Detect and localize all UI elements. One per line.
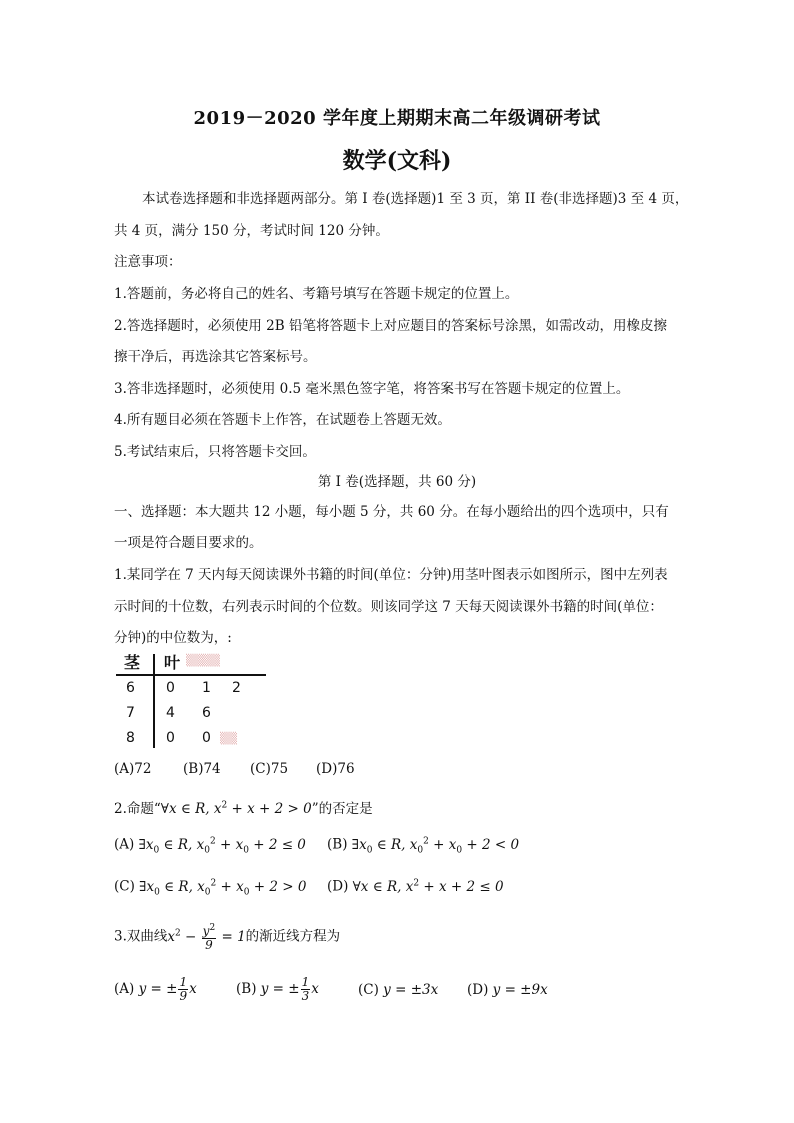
- note-item: 3.答非选择题时，必须使用 0.5 毫米黑色签字笔，将答案书写在答题卡规定的位置上。: [114, 381, 630, 397]
- q2-option-a: (A) $\exists x_0$ ∈ R, $x_0^2 + x_0 + 2 \le 0$: [114, 836, 306, 856]
- q1-option-a: (A)72: [114, 761, 152, 777]
- q3-stem-suffix: 的渐近线方程为: [245, 928, 341, 945]
- q3-option-a: (A) y = ± $\frac{1}{9}$ x: [114, 975, 197, 1003]
- q2-proposition: ∀x ∈ R, $x^2 + x + 2 > 0$: [160, 800, 312, 817]
- q2-stem-suffix: ”的否定是: [311, 801, 373, 817]
- q3-stem: [114, 922, 340, 952]
- leaf-value: 0: [202, 730, 211, 746]
- header-rule: [116, 674, 266, 676]
- note-item: 5.考试结束后，只将答题卡交回。: [114, 444, 316, 460]
- intro-line-2: 共 4 页，满分 150 分，考试时间 120 分钟。: [114, 223, 389, 239]
- stem-header: 茎: [124, 653, 141, 672]
- note-item: 1.答题前，务必将自己的姓名、考籍号填写在答题卡规定的位置上。: [114, 286, 519, 302]
- q3-option-b: (B) y = ± $\frac{1}{3}$ x: [236, 975, 319, 1003]
- note-item: 4.所有题目必须在答题卡上作答，在试题卷上答题无效。: [114, 412, 451, 428]
- q2-option-d: (D) ∀x ∈ R, $x^2 + x + 2 \le 0$: [327, 878, 504, 895]
- section-desc-2: 一项是符合题目要求的。: [114, 535, 263, 551]
- q2-stem: [114, 797, 373, 817]
- stem-divider: [153, 654, 155, 748]
- exam-subject: 数学(文科): [342, 148, 452, 174]
- q1-stem-2: 示时间的十位数，右列表示时间的个位数。则该同学这 7 天每天阅读课外书籍的时间(单位：: [114, 599, 663, 615]
- section-desc-1: 一、选择题：本大题共 12 小题，每小题 5 分，共 60 分。在每小题给出的四个选项中，只有: [114, 504, 669, 520]
- q1-option-d: (D)76: [316, 761, 355, 777]
- scan-smudge: ▒▒: [220, 732, 237, 745]
- leaf-header: 叶: [164, 653, 181, 672]
- stem-leaf-plot: [116, 650, 276, 750]
- q1-stem-3: 分钟)的中位数为，:: [114, 630, 232, 646]
- exam-title: 2019－2020 学年度上期期末高二年级调研考试: [193, 108, 601, 129]
- stem-value: 8: [126, 730, 135, 746]
- q1-stem-1: 1.某同学在 7 天内每天阅读课外书籍的时间(单位：分钟)用茎叶图表示如图所示，图中左列表: [114, 567, 668, 583]
- q3-option-c: (C) y = ±3x: [358, 982, 439, 998]
- stem-value: 7: [126, 705, 135, 721]
- note-item: 擦干净后，再选涂其它答案标号。: [114, 349, 317, 365]
- q2-stem-prefix: 2.命题“: [114, 801, 161, 817]
- q3-equation: $x^2$ − $\frac{y^2}{9}$ = 1: [167, 923, 246, 952]
- section-title: 第 I 卷(选择题，共 60 分): [317, 474, 477, 490]
- leaf-value: 4: [166, 705, 175, 721]
- stem-value: 6: [126, 680, 135, 696]
- q1-option-c: (C)75: [250, 761, 289, 777]
- leaf-value: 0: [166, 730, 175, 746]
- leaf-value: 1: [202, 680, 211, 696]
- scan-smudge: ▒▒▒▒: [186, 654, 220, 667]
- q1-option-b: (B)74: [183, 761, 221, 777]
- intro-line-1: 本试卷选择题和非选择题两部分。第 I 卷(选择题)1 至 3 页，第 II 卷(非选择题)3 至 4 页，: [142, 191, 689, 207]
- notes-heading: 注意事项：: [114, 254, 182, 270]
- q2-option-c: (C) $\exists x_0$ ∈ R, $x_0^2 + x_0 + 2 > 0$: [114, 878, 307, 898]
- q3-stem-prefix: 3.双曲线: [114, 928, 168, 945]
- note-item: 2.答选择题时，必须使用 2B 铅笔将答题卡上对应题目的答案标号涂黑，如需改动，用橡皮擦: [114, 318, 667, 334]
- leaf-value: 6: [202, 705, 211, 721]
- q2-option-b: (B) $\exists x_0$ ∈ R, $x_0^2 + x_0 + 2 < 0$: [327, 836, 520, 856]
- q3-option-d: (D) y = ±9x: [467, 982, 548, 998]
- leaf-value: 2: [232, 680, 241, 696]
- leaf-value: 0: [166, 680, 175, 696]
